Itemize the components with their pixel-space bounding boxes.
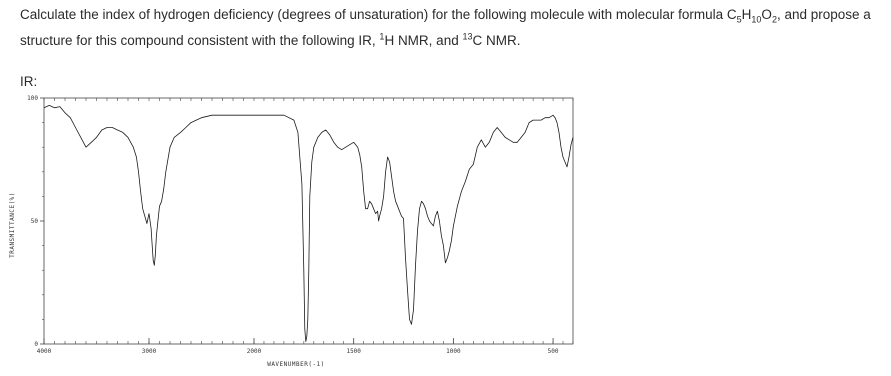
ir-label: IR:: [20, 74, 38, 89]
formula-subscript-h: 10: [751, 14, 762, 25]
formula-subscript-c: 5: [736, 14, 742, 25]
y-axis-title: TRANSMITTANCE(%): [9, 192, 16, 258]
superscript-1: 1: [379, 31, 385, 42]
x-tick-label: 3000: [141, 348, 157, 355]
formula-subscript-o: 2: [771, 14, 777, 25]
formula-h: H: [741, 7, 752, 22]
x-tick-label: 1500: [346, 348, 361, 355]
x-tick-label: 500: [547, 348, 559, 355]
x-tick-label: 2000: [246, 348, 262, 355]
question-part1: Calculate the index of hydrogen deficiency (degrees of unsaturation) for the following molecule with molecular formula C: [20, 7, 737, 22]
ir-spectrum-line: [44, 105, 573, 341]
question-part2: , and propose a structure for this compound consistent with the following IR,: [20, 7, 871, 48]
x-axis-title: WAVENUMBER(-1): [267, 361, 325, 368]
question-part3: H NMR, and: [384, 33, 463, 48]
superscript-13: 13: [462, 31, 473, 42]
question-part4: C NMR.: [472, 33, 521, 48]
y-tick-label: 0: [34, 341, 38, 348]
y-tick-label: 50: [30, 218, 38, 225]
y-tick-label: 100: [27, 95, 38, 102]
plot-frame: [44, 98, 573, 344]
x-tick-label: 1000: [446, 348, 461, 355]
formula-o: O: [761, 7, 772, 22]
x-tick-label: 4000: [36, 348, 52, 355]
